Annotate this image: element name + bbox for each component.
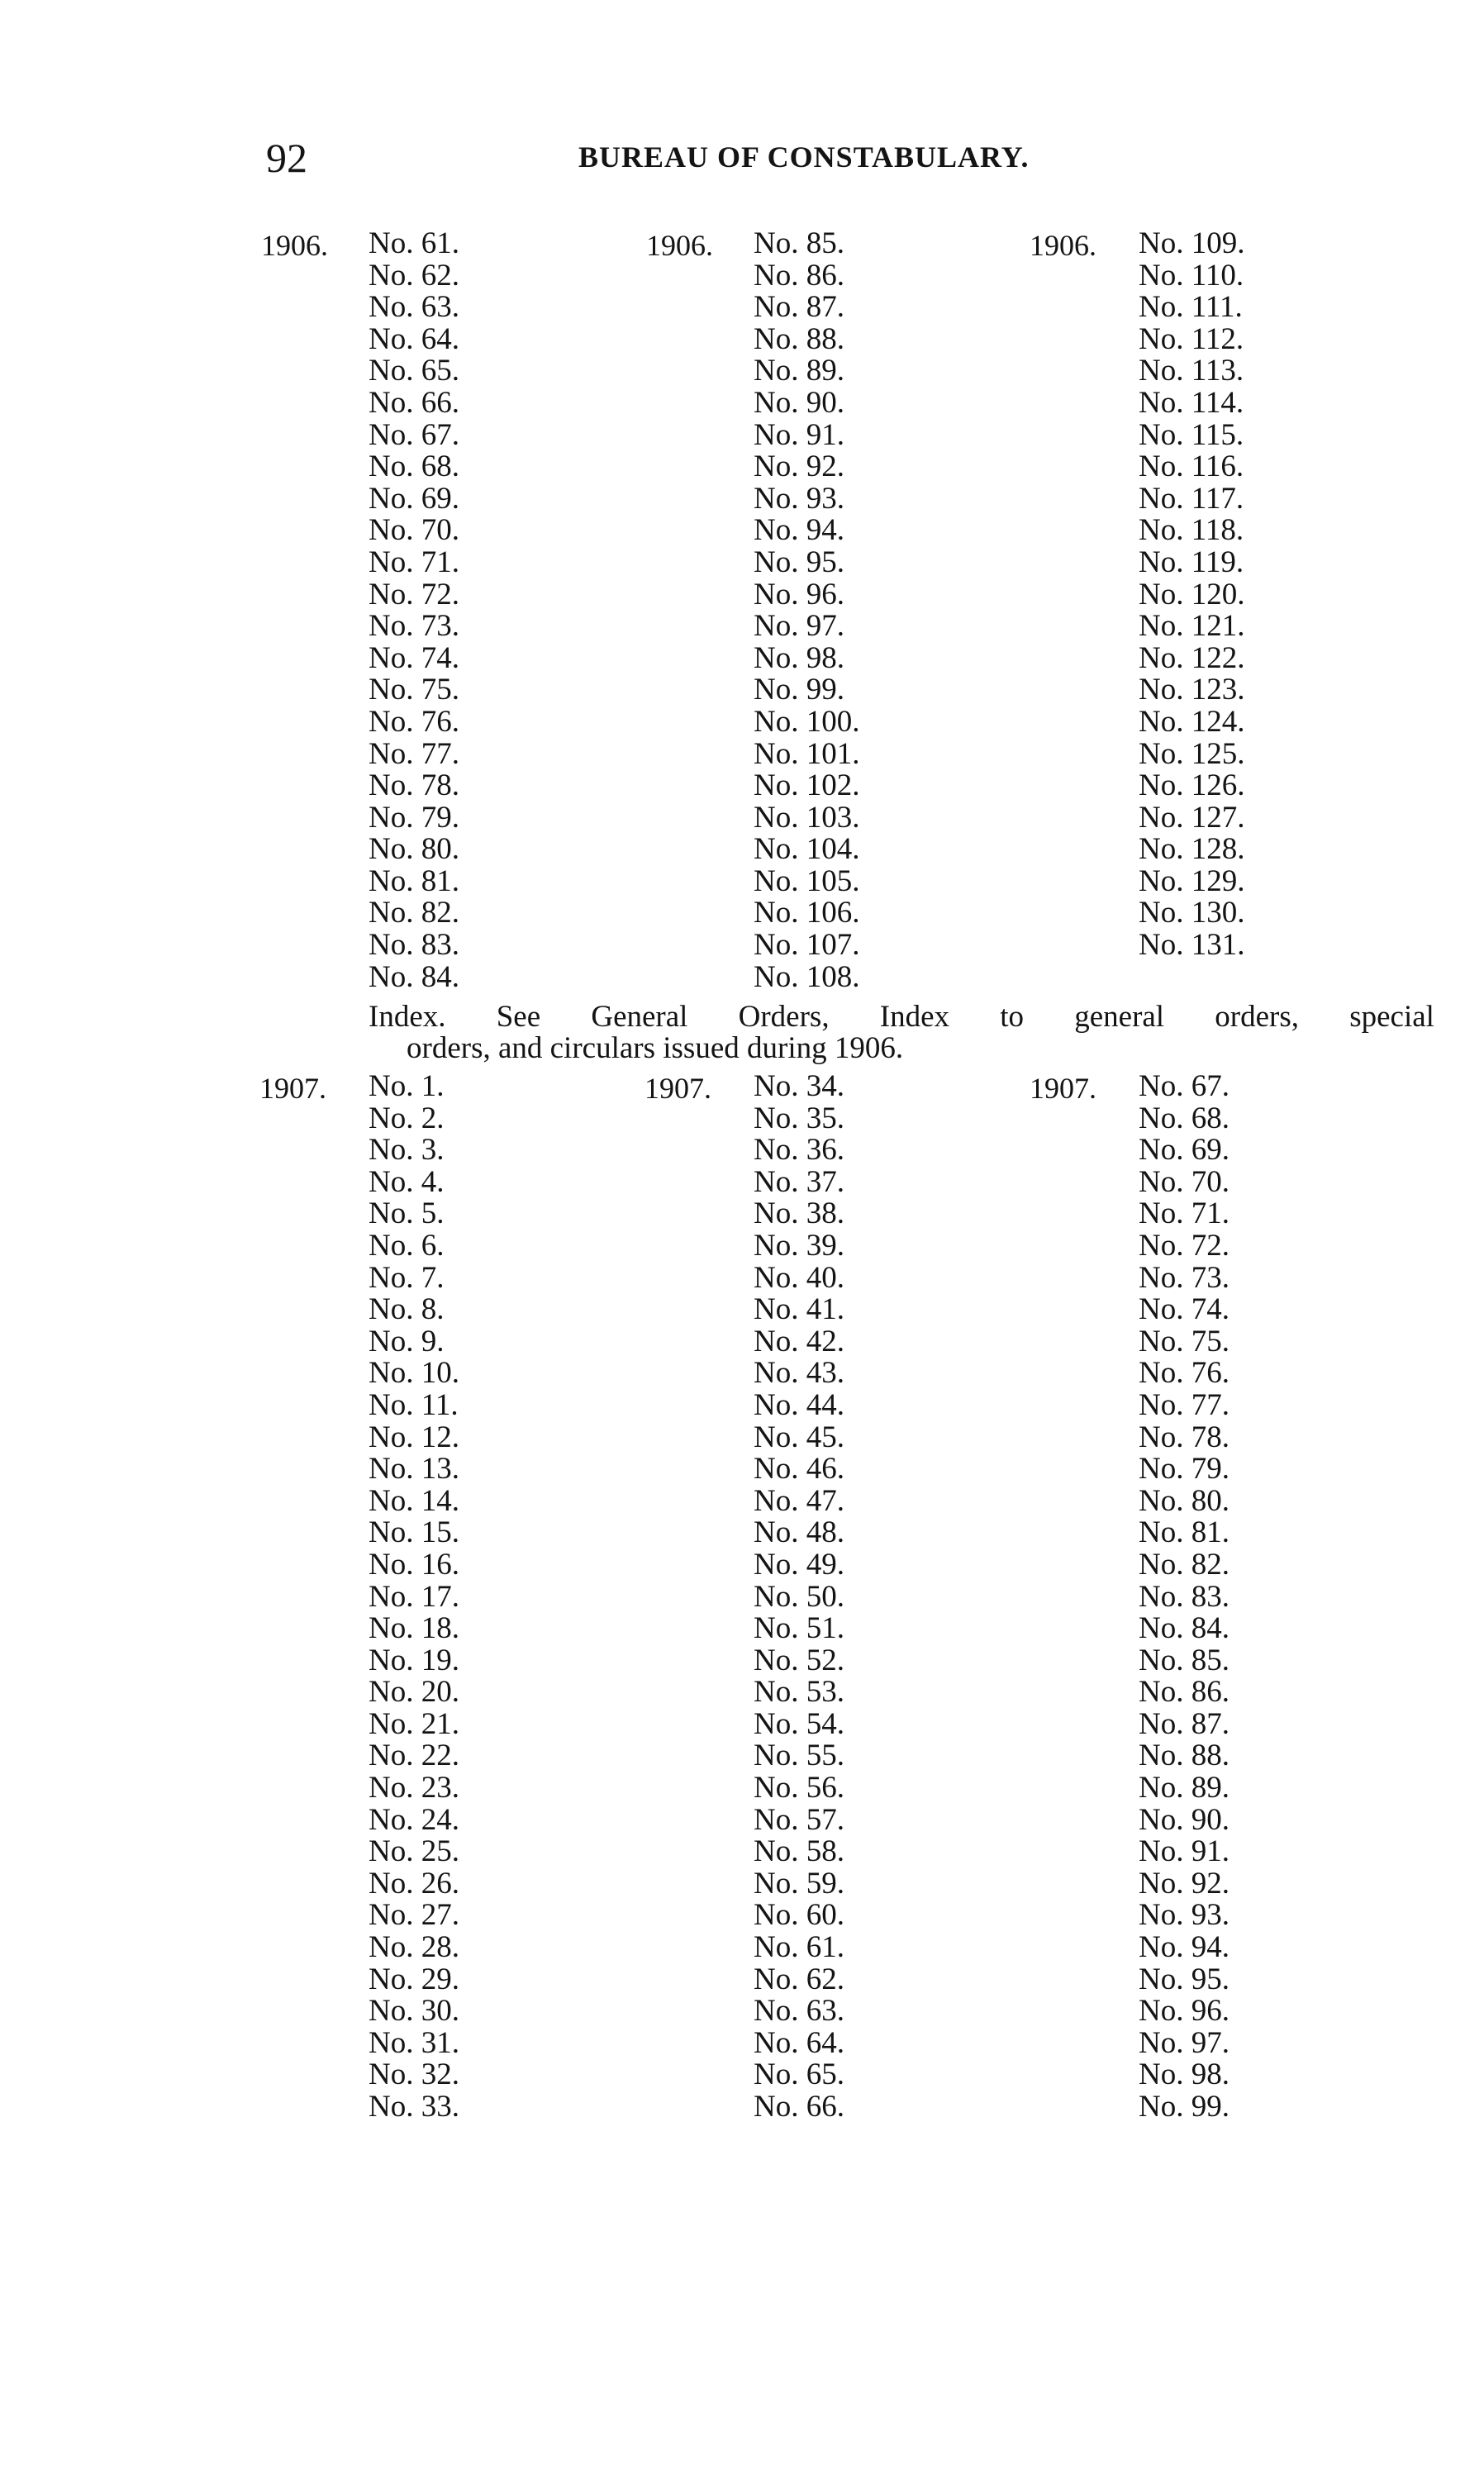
order-entry: No. 63. (369, 290, 459, 325)
order-entry: No. 59. (754, 1866, 844, 1901)
order-entry: No. 91. (754, 417, 844, 452)
index-note-line: Index. See General Orders, Index to general orders, special (369, 1000, 1434, 1034)
order-entry: No. 44. (754, 1387, 844, 1422)
order-entry: No. 55. (754, 1739, 844, 1773)
order-entry: No. 81. (369, 863, 459, 898)
order-entry: No. 31. (369, 2025, 459, 2060)
order-entry: No. 40. (754, 1260, 844, 1295)
order-entry: No. 110. (1139, 258, 1244, 293)
order-entry: No. 84. (1139, 1611, 1230, 1646)
order-entry: No. 66. (369, 385, 459, 420)
entry-column (369, 1071, 459, 2124)
order-entry: No. 30. (369, 1994, 459, 2029)
running-head: BUREAU OF CONSTABULARY. (578, 140, 1030, 174)
index-note-line: orders, and circulars issued during 1906. (407, 1031, 904, 1065)
order-entry: No. 120. (1139, 577, 1245, 611)
order-entry: No. 35. (754, 1101, 844, 1135)
order-entry: No. 113. (1139, 354, 1244, 388)
order-entry: No. 112. (1139, 321, 1244, 356)
order-entry: No. 64. (754, 2025, 844, 2060)
order-entry: No. 102. (754, 768, 860, 803)
page-number: 92 (266, 135, 307, 181)
order-entry: No. 79. (1139, 1452, 1230, 1487)
order-entry: No. 51. (754, 1611, 844, 1646)
order-entry: No. 128. (1139, 832, 1245, 867)
order-entry: No. 99. (754, 673, 844, 707)
order-entry: No. 48. (754, 1515, 844, 1550)
order-entry: No. 38. (754, 1196, 844, 1231)
order-entry: No. 62. (754, 1962, 844, 1996)
order-entry: No. 15. (369, 1515, 459, 1550)
order-entry: No. 104. (754, 832, 860, 867)
order-entry: No. 129. (1139, 863, 1245, 898)
order-entry: No. 67. (369, 417, 459, 452)
year-label: 1906. (646, 229, 713, 262)
order-entry: No. 66. (754, 2090, 844, 2124)
order-entry: No. 76. (369, 704, 459, 739)
entry-column (1139, 1071, 1230, 2124)
order-entry: No. 39. (754, 1228, 844, 1263)
order-entry: No. 21. (369, 1706, 459, 1741)
order-entry: No. 105. (754, 863, 860, 898)
order-entry: No. 78. (369, 768, 459, 803)
order-entry: No. 92. (1139, 1866, 1230, 1901)
order-entry: No. 49. (754, 1547, 844, 1582)
order-entry: No. 87. (1139, 1706, 1230, 1741)
order-entry: No. 83. (1139, 1579, 1230, 1614)
order-entry: No. 82. (1139, 1547, 1230, 1582)
order-entry: No. 28. (369, 1930, 459, 1965)
entry-column (754, 228, 859, 993)
order-entry: No. 24. (369, 1802, 459, 1837)
order-entry: No. 76. (1139, 1356, 1230, 1391)
order-entry: No. 27. (369, 1898, 459, 1933)
order-entry: No. 97. (1139, 2025, 1230, 2060)
order-entry: No. 116. (1139, 450, 1244, 484)
year-label: 1906. (1030, 229, 1096, 262)
order-entry: No. 61. (754, 1930, 844, 1965)
order-entry: No. 85. (754, 226, 844, 260)
order-entry: No. 88. (754, 321, 844, 356)
order-entry: No. 87. (754, 290, 844, 325)
order-entry: No. 122. (1139, 640, 1245, 675)
order-entry: No. 70. (369, 513, 459, 548)
order-entry: No. 93. (754, 481, 844, 516)
order-entry: No. 37. (754, 1164, 844, 1199)
order-entry: No. 8. (369, 1292, 445, 1327)
order-entry: No. 123. (1139, 673, 1245, 707)
order-entry: No. 74. (1139, 1292, 1230, 1327)
order-entry: No. 130. (1139, 896, 1245, 930)
order-entry: No. 6. (369, 1228, 445, 1263)
order-entry: No. 3. (369, 1133, 445, 1168)
order-entry: No. 117. (1139, 481, 1244, 516)
order-entry: No. 14. (369, 1483, 459, 1518)
order-entry: No. 96. (1139, 1994, 1230, 2029)
order-entry: No. 111. (1139, 290, 1243, 325)
order-entry: No. 17. (369, 1579, 459, 1614)
entry-column (754, 1071, 844, 2124)
entry-column (1139, 228, 1244, 962)
order-entry: No. 114. (1139, 385, 1244, 420)
order-entry: No. 124. (1139, 704, 1245, 739)
order-entry: No. 54. (754, 1706, 844, 1741)
order-entry: No. 71. (1139, 1196, 1230, 1231)
year-label: 1907. (259, 1072, 326, 1105)
order-entry: No. 118. (1139, 513, 1244, 548)
order-entry: No. 77. (1139, 1387, 1230, 1422)
order-entry: No. 52. (754, 1643, 844, 1677)
order-entry: No. 127. (1139, 800, 1245, 835)
order-entry: No. 7. (369, 1260, 445, 1295)
order-entry: No. 97. (754, 609, 844, 644)
order-entry: No. 126. (1139, 768, 1245, 803)
order-entry: No. 108. (754, 959, 860, 994)
order-entry: No. 125. (1139, 736, 1245, 771)
order-entry: No. 2. (369, 1101, 445, 1135)
order-entry: No. 63. (754, 1994, 844, 2029)
order-entry: No. 89. (754, 354, 844, 388)
order-entry: No. 60. (754, 1898, 844, 1933)
order-entry: No. 94. (754, 513, 844, 548)
order-entry: No. 47. (754, 1483, 844, 1518)
order-entry: No. 58. (754, 1834, 844, 1869)
order-entry: No. 1. (369, 1069, 445, 1103)
order-entry: No. 73. (1139, 1260, 1230, 1295)
order-entry: No. 41. (754, 1292, 844, 1327)
order-entry: No. 5. (369, 1196, 445, 1231)
order-entry: No. 32. (369, 2058, 459, 2092)
order-entry: No. 95. (1139, 1962, 1230, 1996)
order-entry: No. 19. (369, 1643, 459, 1677)
order-entry: No. 89. (1139, 1771, 1230, 1805)
order-entry: No. 11. (369, 1387, 459, 1422)
order-entry: No. 95. (754, 545, 844, 579)
order-entry: No. 84. (369, 959, 459, 994)
order-entry: No. 90. (754, 385, 844, 420)
order-entry: No. 18. (369, 1611, 459, 1646)
order-entry: No. 92. (754, 450, 844, 484)
order-entry: No. 61. (369, 226, 459, 260)
order-entry: No. 78. (1139, 1420, 1230, 1454)
order-entry: No. 25. (369, 1834, 459, 1869)
order-entry: No. 79. (369, 800, 459, 835)
order-entry: No. 9. (369, 1324, 445, 1358)
order-entry: No. 29. (369, 1962, 459, 1996)
order-entry: No. 81. (1139, 1515, 1230, 1550)
order-entry: No. 91. (1139, 1834, 1230, 1869)
order-entry: No. 36. (754, 1133, 844, 1168)
order-entry: No. 75. (1139, 1324, 1230, 1358)
order-entry: No. 69. (1139, 1133, 1230, 1168)
order-entry: No. 107. (754, 928, 860, 963)
order-entry: No. 26. (369, 1866, 459, 1901)
order-entry: No. 69. (369, 481, 459, 516)
order-entry: No. 80. (1139, 1483, 1230, 1518)
order-entry: No. 62. (369, 258, 459, 293)
order-entry: No. 53. (754, 1675, 844, 1710)
order-entry: No. 98. (1139, 2058, 1230, 2092)
order-entry: No. 98. (754, 640, 844, 675)
order-entry: No. 10. (369, 1356, 459, 1391)
order-entry: No. 103. (754, 800, 860, 835)
order-entry: No. 106. (754, 896, 860, 930)
order-entry: No. 94. (1139, 1930, 1230, 1965)
order-entry: No. 72. (369, 577, 459, 611)
order-entry: No. 45. (754, 1420, 844, 1454)
order-entry: No. 34. (754, 1069, 844, 1103)
order-entry: No. 115. (1139, 417, 1244, 452)
order-entry: No. 86. (1139, 1675, 1230, 1710)
order-entry: No. 57. (754, 1802, 844, 1837)
order-entry: No. 96. (754, 577, 844, 611)
order-entry: No. 65. (754, 2058, 844, 2092)
order-entry: No. 93. (1139, 1898, 1230, 1933)
order-entry: No. 50. (754, 1579, 844, 1614)
order-entry: No. 119. (1139, 545, 1244, 579)
order-entry: No. 20. (369, 1675, 459, 1710)
order-entry: No. 86. (754, 258, 844, 293)
order-entry: No. 82. (369, 896, 459, 930)
order-entry: No. 90. (1139, 1802, 1230, 1837)
order-entry: No. 70. (1139, 1164, 1230, 1199)
index-note (369, 1001, 1434, 1064)
order-entry: No. 121. (1139, 609, 1245, 644)
order-entry: No. 43. (754, 1356, 844, 1391)
order-entry: No. 77. (369, 736, 459, 771)
order-entry: No. 71. (369, 545, 459, 579)
order-entry: No. 46. (754, 1452, 844, 1487)
year-label: 1907. (1030, 1072, 1096, 1105)
order-entry: No. 68. (369, 450, 459, 484)
order-entry: No. 13. (369, 1452, 459, 1487)
order-entry: No. 65. (369, 354, 459, 388)
order-entry: No. 67. (1139, 1069, 1230, 1103)
order-entry: No. 73. (369, 609, 459, 644)
order-entry: No. 16. (369, 1547, 459, 1582)
year-label: 1906. (261, 229, 328, 262)
order-entry: No. 68. (1139, 1101, 1230, 1135)
order-entry: No. 88. (1139, 1739, 1230, 1773)
order-entry: No. 4. (369, 1164, 445, 1199)
order-entry: No. 56. (754, 1771, 844, 1805)
order-entry: No. 83. (369, 928, 459, 963)
order-entry: No. 33. (369, 2090, 459, 2124)
order-entry: No. 80. (369, 832, 459, 867)
entry-column (369, 228, 459, 993)
order-entry: No. 42. (754, 1324, 844, 1358)
order-entry: No. 22. (369, 1739, 459, 1773)
order-entry: No. 99. (1139, 2090, 1230, 2124)
order-entry: No. 64. (369, 321, 459, 356)
order-entry: No. 23. (369, 1771, 459, 1805)
order-entry: No. 100. (754, 704, 860, 739)
order-entry: No. 74. (369, 640, 459, 675)
order-entry: No. 109. (1139, 226, 1245, 260)
order-entry: No. 131. (1139, 928, 1245, 963)
order-entry: No. 101. (754, 736, 860, 771)
order-entry: No. 75. (369, 673, 459, 707)
order-entry: No. 85. (1139, 1643, 1230, 1677)
order-entry: No. 72. (1139, 1228, 1230, 1263)
order-entry: No. 12. (369, 1420, 459, 1454)
year-label: 1907. (644, 1072, 711, 1105)
